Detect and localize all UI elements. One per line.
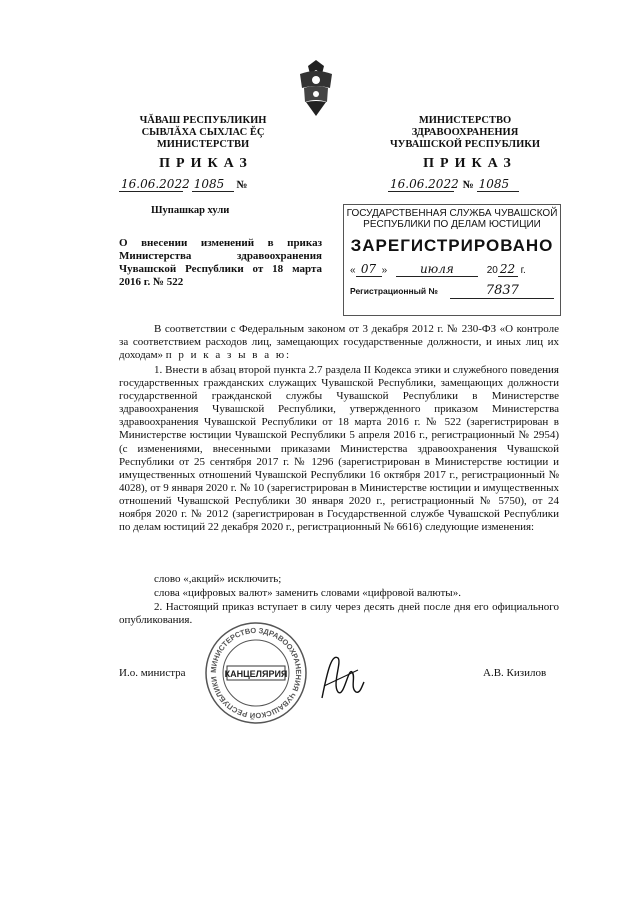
city-name: Шупашкар хули	[151, 205, 230, 216]
stamp-day: 07	[356, 262, 382, 277]
stamp-year-end: г.	[520, 265, 526, 276]
header-left-line-1: ЧĂВАШ РЕСПУБЛИКИН	[139, 115, 267, 126]
body-order-word: п р и к а з ы в а ю:	[165, 349, 292, 362]
header-right-line-1: МИНИСТЕРСТВО	[418, 115, 512, 126]
stamp-reg-label: Регистрационный №	[350, 286, 438, 296]
number-left: 1085	[192, 177, 234, 192]
seal-stamp-icon	[203, 620, 309, 726]
date-left: 16.06.2022	[121, 177, 190, 191]
number-right: 1085	[477, 177, 519, 192]
body-paragraph-5: 2. Настоящий приказ вступает в силу через десять дней после дня его официального опубликования.	[119, 601, 559, 627]
signature-icon	[318, 648, 366, 704]
order-title: О внесении изменений в приказ Министерства здравоохранения Чувашской Республики от 18 марта 2016 г. № 522	[119, 237, 322, 288]
stamp-year-suffix: 22	[498, 262, 518, 277]
header-left-line-2: СЫВЛĂХА СЫХЛАС ĔÇ	[141, 127, 265, 138]
date-number-right	[388, 177, 568, 192]
number-sign-right: №	[462, 179, 474, 191]
body-paragraph-1	[119, 323, 559, 362]
header-left-line-3: МИНИСТЕРСТВИ	[156, 139, 250, 150]
date-right: 16.06.2022	[390, 177, 459, 191]
prikaz-title-left: ПРИКАЗ	[159, 156, 253, 171]
date-number-left	[119, 177, 299, 192]
seal-center-text: КАНЦЕЛЯРИЯ	[224, 669, 288, 679]
body-paragraph-1-text: В соответствии с Федеральным законом от 3 декабря 2012 г. № 230-ФЗ «О контроле за соответствием расходов лиц, замещающих государственные должности, и иных лиц их доходам»	[119, 323, 559, 362]
prikaz-title-right: ПРИКАЗ	[423, 156, 517, 171]
signer-name: А.В. Кизилов	[483, 667, 547, 679]
stamp-line-1: ГОСУДАРСТВЕННАЯ СЛУЖБА ЧУВАШСКОЙ	[346, 208, 558, 219]
stamp-reg-number: 7837	[450, 283, 554, 299]
stamp-month: июля	[396, 262, 478, 277]
chuvash-emblem-icon	[294, 58, 338, 118]
body-paragraph-3: слово «,акций» исключить;	[154, 573, 282, 585]
header-left-ministry	[118, 115, 288, 151]
stamp-registered: ЗАРЕГИСТРИРОВАНО	[350, 236, 554, 255]
body-paragraph-2: 1. Внести в абзац второй пункта 2.7 раздела II Кодекса этики и служебного поведения государственных гражданских служащих Чувашской Республики, замещающих должности государственной гражданской службы Чувашской Республики в Министерстве здравоохранения Чувашской Республики, утвержденного приказом Министерства здравоохранения Чувашской Республики от 18 марта 2016 г. № 522 (зарегистрирован в Министерстве юстиции Чувашской Республики 5 апреля 2016 г., регистрационный № 2954) (с изменениями, внесенными приказами Министерства здравоохранения Чувашской Республики от 25 сентября 2017 г. № 1296 (зарегистрирован в Министерстве юстиции и имущественных отношений Чувашской Республики 16 октября 2017 г., регистрационный № 4028), от 9 января 2020 г. № 10 (зарегистрирован в Министерстве юстиции и имущественных отношений Чувашской Республики 30 января 2020 г., регистрационный № 5750), от 24 ноября 2020 г. № 2012 (зарегистрирован в Государственной службе Чувашской Республики по делам юстиций 22 декабря 2020 г., регистрационный № 6616) следующие изменения:	[119, 364, 559, 534]
signer-position: И.о. министра	[119, 667, 186, 679]
stamp-number-row	[344, 283, 560, 299]
header-right-ministry	[370, 115, 560, 151]
header-right-line-2: ЗДРАВООХРАНЕНИЯ	[411, 127, 519, 138]
stamp-year-prefix: 20	[486, 265, 498, 276]
number-sign-left: №	[236, 179, 248, 191]
body-paragraph-4: слова «цифровых валют» заменить словами «цифровой валюты».	[154, 587, 461, 599]
stamp-date-row: « 07 » июля 20 22 г.	[350, 262, 526, 276]
registration-stamp	[343, 204, 561, 316]
stamp-line-2: РЕСПУБЛИКИ ПО ДЕЛАМ ЮСТИЦИИ	[363, 219, 541, 230]
header-right-line-3: ЧУВАШСКОЙ РЕСПУБЛИКИ	[389, 139, 541, 150]
seal-ring-text: МИНИСТЕРСТВО ЗДРАВООХРАНЕНИЯ ЧУВАШСКОЙ РЕСПУБЛИКИ	[208, 625, 304, 721]
